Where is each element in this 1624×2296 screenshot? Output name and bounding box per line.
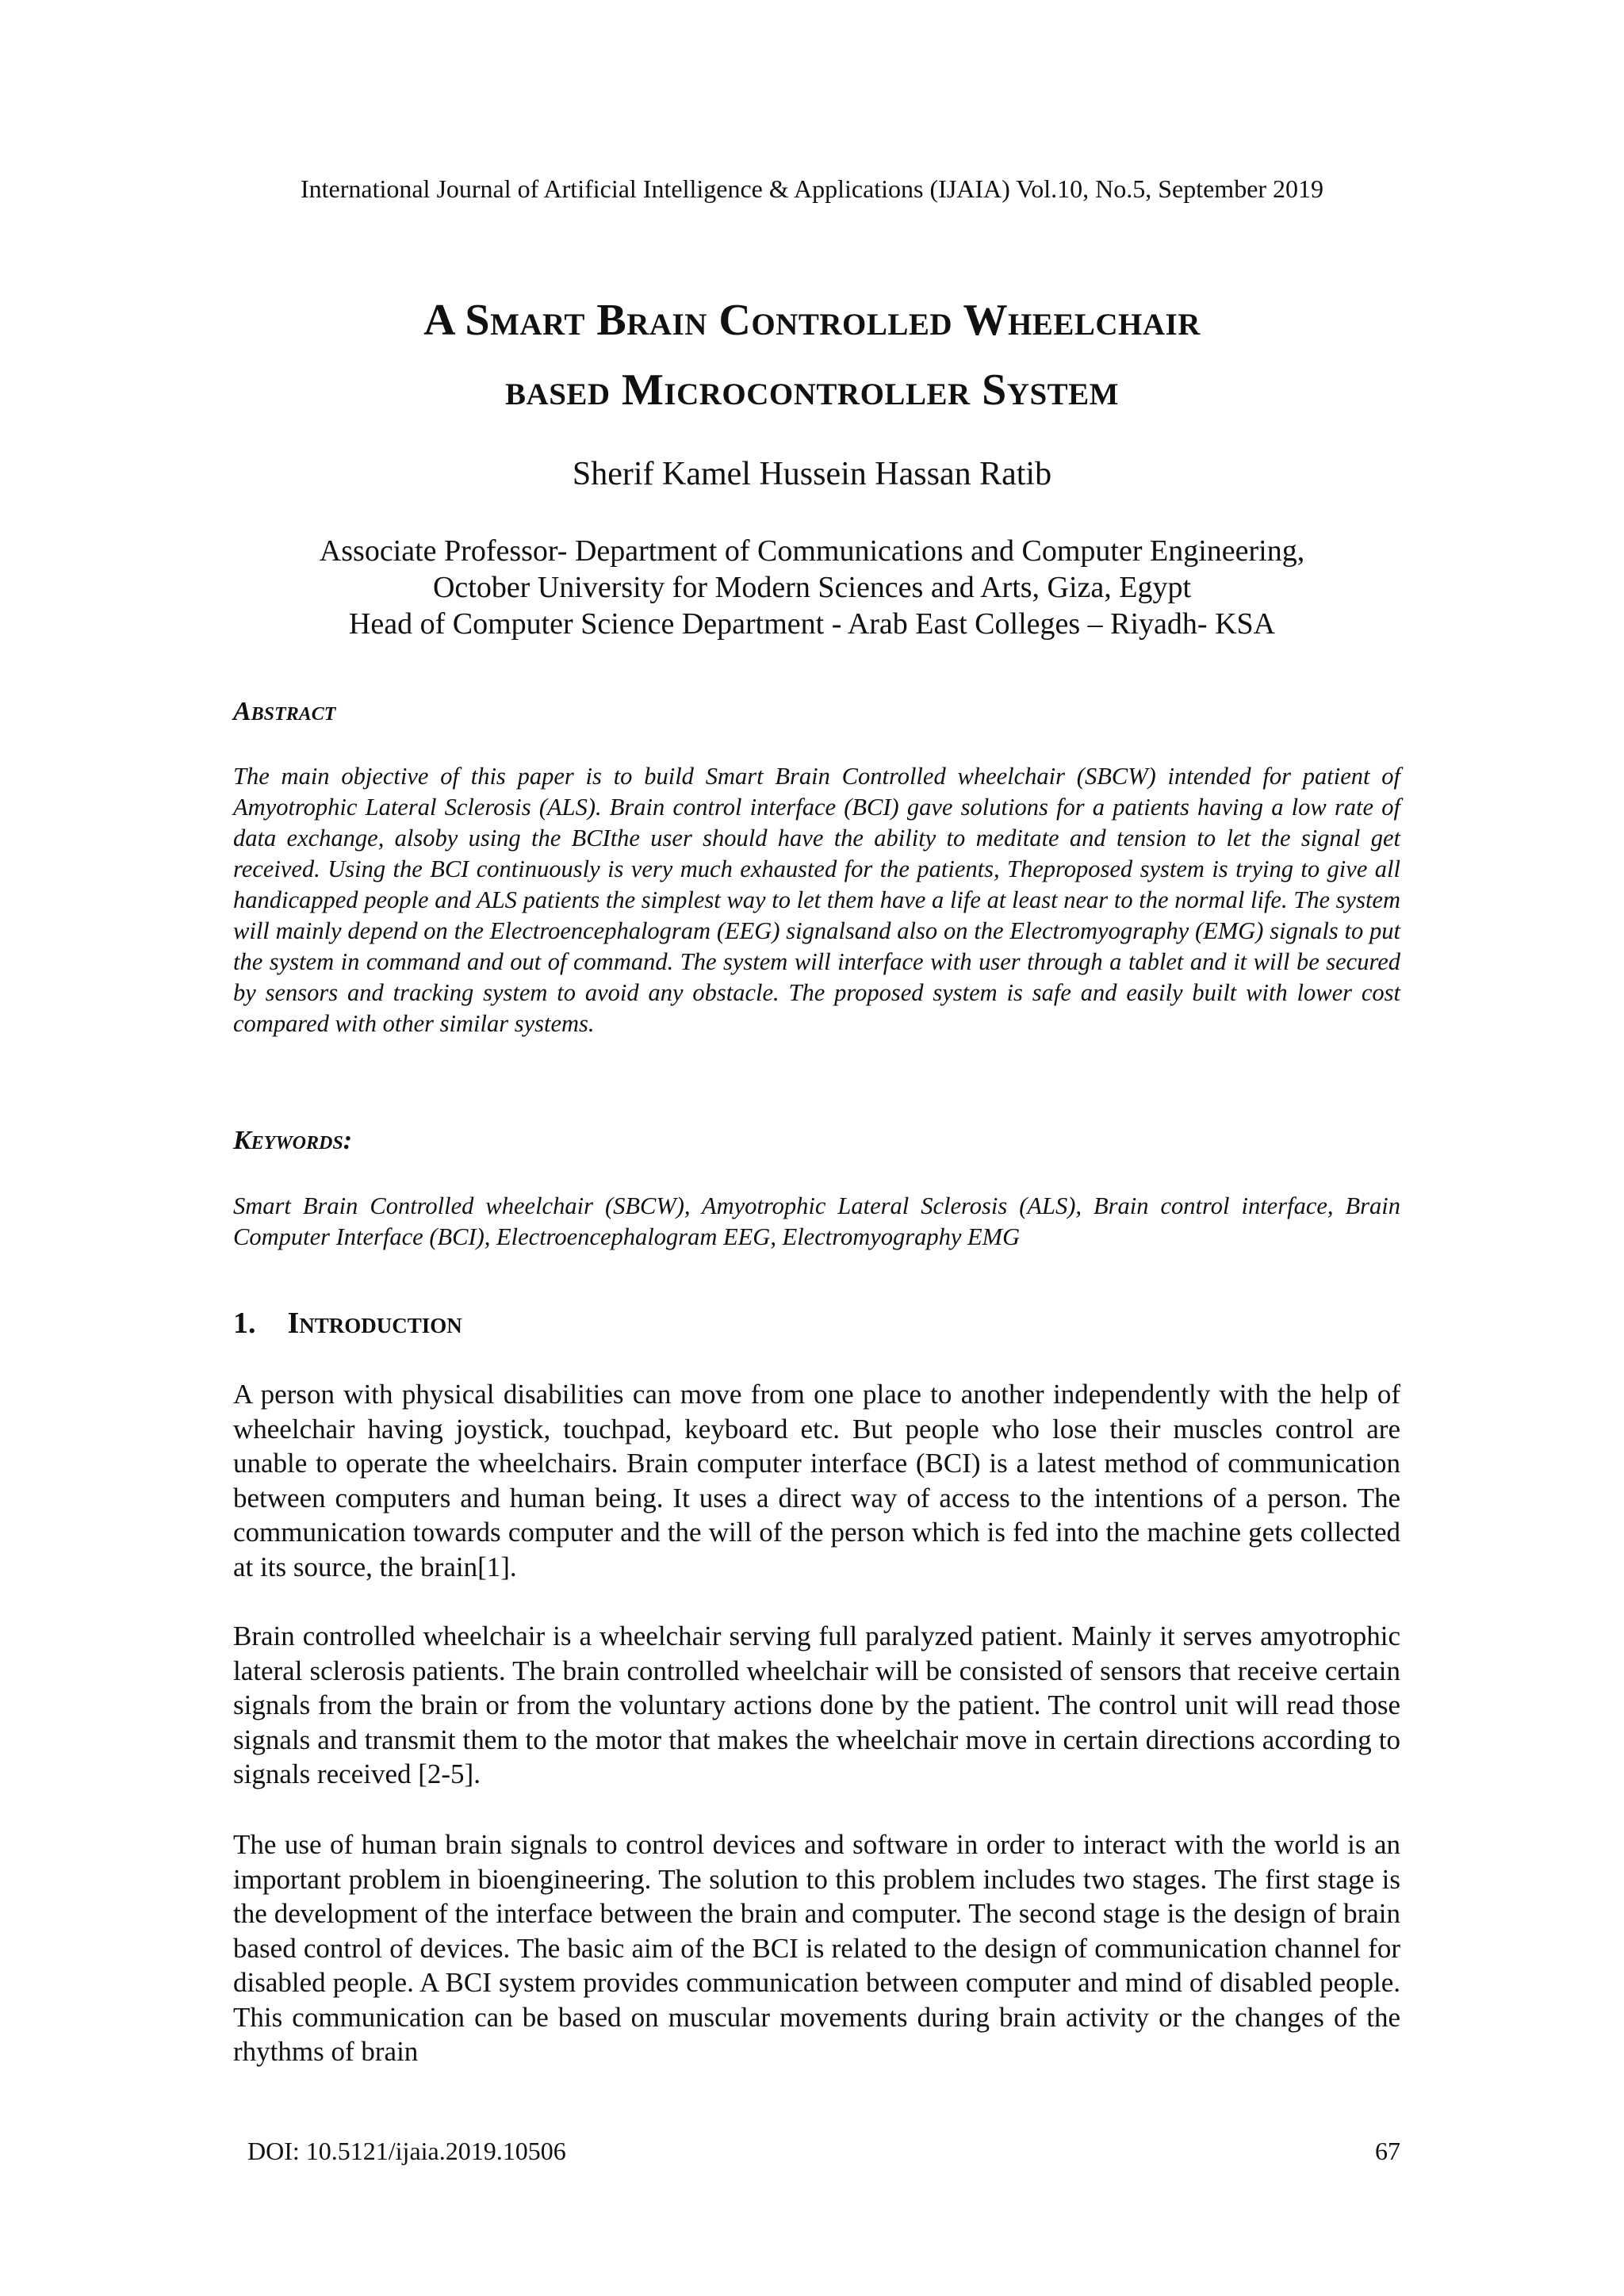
section-number: 1. [233, 1307, 256, 1340]
keywords-heading: Keywords: [233, 1126, 353, 1155]
paper-title [159, 285, 1465, 425]
abstract-heading: Abstract [233, 697, 336, 726]
body-paragraph: Brain controlled wheelchair is a wheelchair serving full paralyzed patient. Mainly it serves amyotrophic lateral sclerosis patients. The brain controlled wheelchair will be consisted of sensors that receive certain signals from the brain or from the voluntary actions done by the patient. The control unit will read those signals and transmit them to the motor that makes the wheelchair move in certain directions according to signals received [2-5]. [233, 1621, 1400, 1789]
page-number: 67 [1375, 2137, 1400, 2165]
paper-title-line-2: based Microcontroller System [505, 365, 1119, 415]
body-paragraph: The use of human brain signals to control devices and software in order to interact with the world is an important problem in bioengineering. The solution to this problem includes two stages. The first stage is the development of the interface between the brain and computer. The second stage is the design of brain based control of devices. The basic aim of the BCI is related to the design of communication channel for disabled people. A BCI system provides communication between computer and mind of disabled people. This communication can be based on muscular movements during brain activity or the changes of the rhythms of brain [233, 1829, 1400, 2067]
running-header: International Journal of Artificial Intelligence & Applications (IJAIA) Vol.10, No.5, September 2019 [300, 174, 1324, 203]
footer-doi: DOI: 10.5121/ijaia.2019.10506 [247, 2137, 566, 2165]
author-name: Sherif Kamel Hussein Hassan Ratib [572, 456, 1052, 492]
abstract-text: The main objective of this paper is to build Smart Brain Controlled wheelchair (SBCW) intended for patient of Amyotrophic Lateral Sclerosis (ALS). Brain control interface (BCI) gave solutions for a patients having a low rate of data exchange, alsoby using the BCIthe user should have the ability to meditate and tension to let the signal get received. Using the BCI continuously is very much exhausted for the patients, Theproposed system is trying to give all handicapped people and ALS patients the simplest way to let them have a life at least near to the normal life. The system will mainly depend on the Electroencephalogram (EEG) signalsand also on the Electromyography (EMG) signals to put the system in command and out of command. The system will interface with user through a tablet and it will be secured by sensors and tracking system to avoid any obstacle. The proposed system is safe and easily built with lower cost compared with other similar systems. [233, 763, 1400, 1037]
body-paragraph: A person with physical disabilities can move from one place to another independently with the help of wheelchair having joystick, touchpad, keyboard etc. But people who lose their muscles control are unable to operate the wheelchairs. Brain computer interface (BCI) is a latest method of communication between computers and human being. It uses a direct way of access to the intentions of a person. The communication towards computer and the will of the person which is fed into the machine gets collected at its source, the brain[1]. [233, 1379, 1400, 1582]
affiliation-line-1: Associate Professor- Department of Communications and Computer Engineering, [319, 534, 1305, 568]
introduction-heading [233, 1305, 462, 1341]
author-affiliation [159, 533, 1465, 642]
paper-title-line-1: A Smart Brain Controlled Wheelchair [423, 296, 1201, 345]
affiliation-line-2: October University for Modern Sciences and Arts, Giza, Egypt [432, 571, 1192, 604]
section-title: Introduction [287, 1307, 462, 1340]
keywords-text: Smart Brain Controlled wheelchair (SBCW), Amyotrophic Lateral Sclerosis (ALS), Brain control interface, Brain Computer Interface (BCI), Electroencephalogram EEG, Electromyography EMG [233, 1192, 1400, 1250]
affiliation-line-3: Head of Computer Science Department - Arab East Colleges – Riyadh- KSA [348, 607, 1276, 641]
